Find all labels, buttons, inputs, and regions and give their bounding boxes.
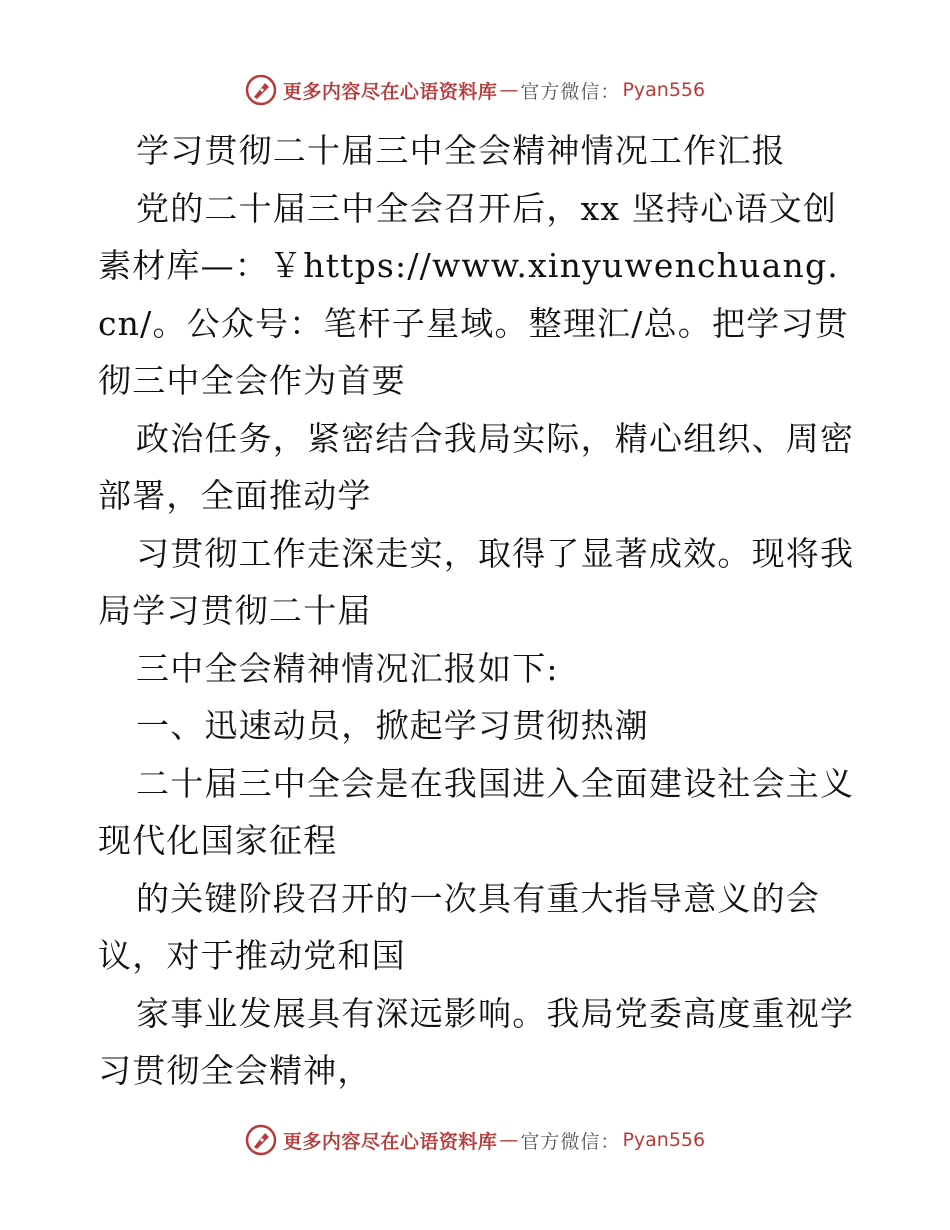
paragraph: 党的二十届三中全会召开后，xx 坚持心语文创素材库—：￥https://www.xinyuwenchuang.cn/。公众号：笔杆子星域。整理汇/总。把学习贯彻三中全会作为首要	[98, 188, 849, 400]
paragraph: 的关键阶段召开的一次具有重大指导意义的会议，对于推动党和国	[98, 878, 820, 975]
watermark-account: Pyan556	[622, 79, 706, 101]
section-heading: 一、迅速动员，掀起学习贯彻热潮	[136, 706, 649, 745]
watermark-label: 官方微信：	[520, 1130, 621, 1153]
watermark-separator: —	[499, 79, 519, 101]
watermark-brand: 更多内容尽在心语资料库	[282, 80, 498, 103]
watermark-label: 官方微信：	[520, 80, 621, 103]
watermark-account: Pyan556	[622, 1129, 706, 1151]
document-title: 学习贯彻二十届三中全会精神情况工作汇报	[136, 131, 786, 170]
watermark-separator: —	[499, 1129, 519, 1151]
paragraph: 政治任务，紧密结合我局实际，精心组织、周密部署，全面推动学	[98, 418, 855, 515]
paragraph: 家事业发展具有深远影响。我局党委高度重视学习贯彻全会精神，	[98, 993, 855, 1090]
watermark-brand: 更多内容尽在心语资料库	[282, 1130, 498, 1153]
document-body	[98, 122, 858, 1100]
pen-nib-logo-icon	[245, 74, 277, 106]
header-watermark	[0, 70, 950, 110]
paragraph: 三中全会精神情况汇报如下:	[136, 648, 559, 688]
paragraph: 习贯彻工作走深走实，取得了显著成效。现将我局学习贯彻二十届	[98, 533, 855, 630]
footer-watermark	[0, 1120, 950, 1160]
pen-nib-logo-icon	[245, 1124, 277, 1156]
paragraph: 二十届三中全会是在我国进入全面建设社会主义现代化国家征程	[98, 763, 855, 860]
